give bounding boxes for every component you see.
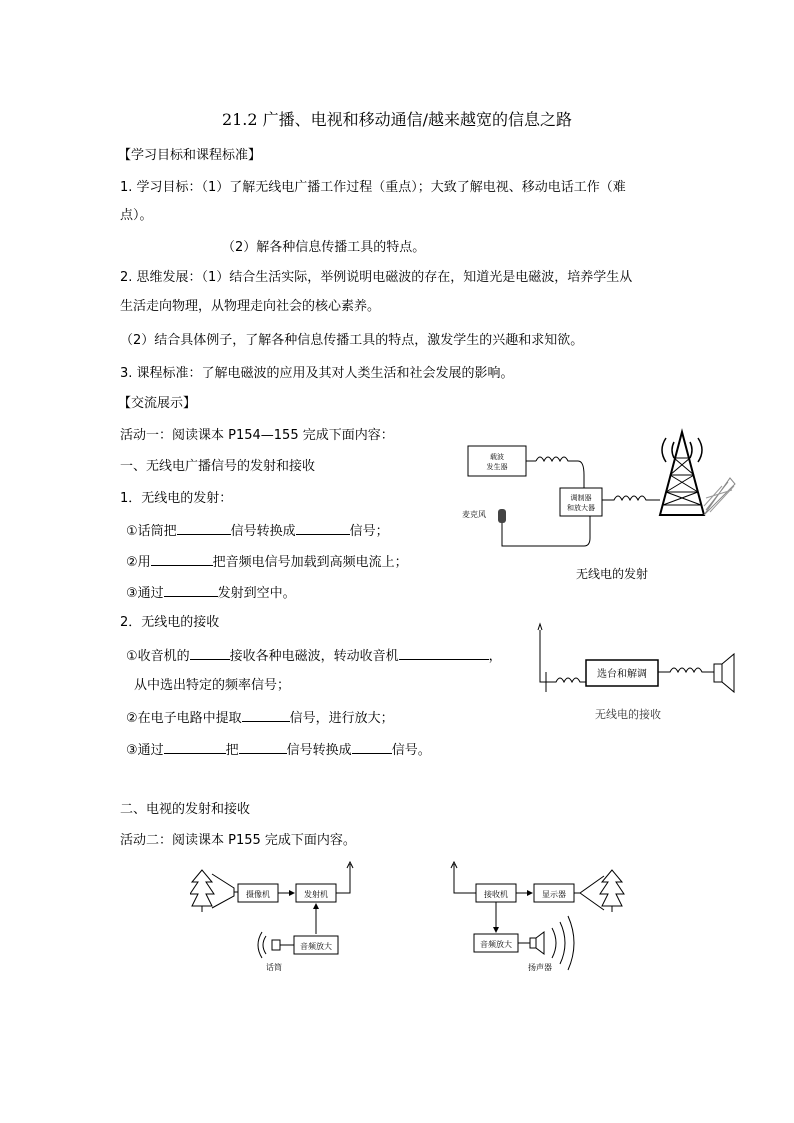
camera-label: 摄像机 [246, 890, 270, 899]
answer-blank[interactable] [164, 584, 218, 597]
microphone-icon [498, 509, 506, 523]
carrier-generator-box [468, 446, 526, 476]
receiver-antenna-wire [540, 630, 586, 682]
tuner-label: 选台和解调 [597, 669, 647, 680]
microphone-wire [502, 516, 590, 546]
goal1-line3: （2）解各种信息传播工具的特点。 [222, 240, 426, 255]
question-5: ②在电子电路中提取 信号，进行放大； [126, 711, 394, 726]
output-coil-wire [602, 496, 660, 500]
answer-blank[interactable] [164, 741, 226, 754]
question-2: ②用 把音频电信号加载到高频电流上； [126, 555, 408, 570]
answer-blank[interactable] [242, 709, 290, 722]
question-3: ③通过 发射到空中。 [126, 586, 296, 601]
speaker-icon [530, 916, 574, 970]
goal2-line2: 生活走向物理，从物理走向社会的核心素养。 [120, 299, 381, 314]
question-6: ③通过 把 信号转换成 信号。 [126, 743, 431, 758]
mic-label: 话筒 [266, 963, 282, 972]
tv-transmission-figure [190, 860, 370, 980]
answer-blank[interactable] [399, 647, 489, 660]
carrier-generator-label: 发生器 [486, 463, 508, 471]
answer-blank[interactable] [151, 553, 213, 566]
tree-icon [580, 870, 624, 912]
section-exchange-heading: 【交流展示】 [118, 396, 197, 411]
goal1-line1: 1. 学习目标：（1）了解无线电广播工作过程（重点）；大致了解电视、移动电话工作（难 [120, 180, 626, 195]
antenna-tower-icon [660, 432, 735, 515]
answer-blank[interactable] [190, 647, 230, 660]
microphone-label: 麦克风 [462, 510, 486, 519]
item2-heading: 2．无线电的接收 [120, 615, 220, 630]
answer-blank[interactable] [239, 741, 287, 754]
microphone-icon [258, 932, 280, 958]
receiver-label: 接收机 [484, 890, 508, 899]
display-label: 显示器 [542, 890, 566, 899]
radio-transmission-figure [460, 420, 740, 590]
question-1: ①话筒把 信号转换成 信号； [126, 524, 389, 539]
part2-heading: 二、电视的发射和接收 [120, 802, 251, 817]
radio-reception-figure [528, 620, 748, 720]
transmission-caption: 无线电的发射 [575, 567, 649, 581]
item1-heading: 1．无线电的发射： [120, 491, 233, 506]
activity2-text: 活动二：阅读课本 P155 完成下面内容。 [120, 833, 356, 848]
question-4: ①收音机的 接收各种电磁波，转动收音机 ， [126, 649, 502, 664]
modulator-label: 调制器 [570, 494, 592, 502]
goal2-line3: （2）结合具体例子，了解各种信息传播工具的特点，激发学生的兴趣和求知欲。 [120, 333, 584, 348]
answer-blank[interactable] [352, 741, 392, 754]
goal2-line1: 2. 思维发展：（1）结合生活实际，举例说明电磁波的存在，知道光是电磁波，培养学生从 [120, 270, 633, 285]
receiver-antenna-icon [538, 624, 542, 630]
part1-heading: 一、无线电广播信号的发射和接收 [120, 459, 316, 474]
answer-blank[interactable] [177, 522, 231, 535]
section-goals-heading: 【学习目标和课程标准】 [118, 148, 262, 163]
carrier-generator-label: 载波 [490, 453, 504, 461]
audio-amp-label: 音频放大 [480, 940, 512, 949]
speaker-icon [714, 654, 734, 692]
goal1-line2: 点）。 [120, 208, 153, 223]
activity1-text: 活动一：阅读课本 P154—155 完成下面内容： [120, 428, 394, 443]
audio-amp-label: 音频放大 [300, 942, 332, 951]
question-4-line2: 从中选出特定的频率信号； [134, 678, 291, 693]
reception-caption: 无线电的接收 [595, 708, 661, 720]
transmitter-label: 发射机 [304, 890, 328, 899]
page-title: 21.2 广播、电视和移动通信/越来越宽的信息之路 [221, 110, 573, 129]
modulator-label: 和放大器 [567, 504, 595, 512]
tv-reception-figure [446, 860, 636, 985]
tree-icon [190, 870, 234, 912]
answer-blank[interactable] [296, 522, 350, 535]
speaker-label: 扬声器 [528, 963, 552, 972]
output-coil-wire [658, 668, 714, 672]
goal3-line: 3. 课程标准：了解电磁波的应用及其对人类生活和社会发展的影响。 [120, 366, 514, 381]
